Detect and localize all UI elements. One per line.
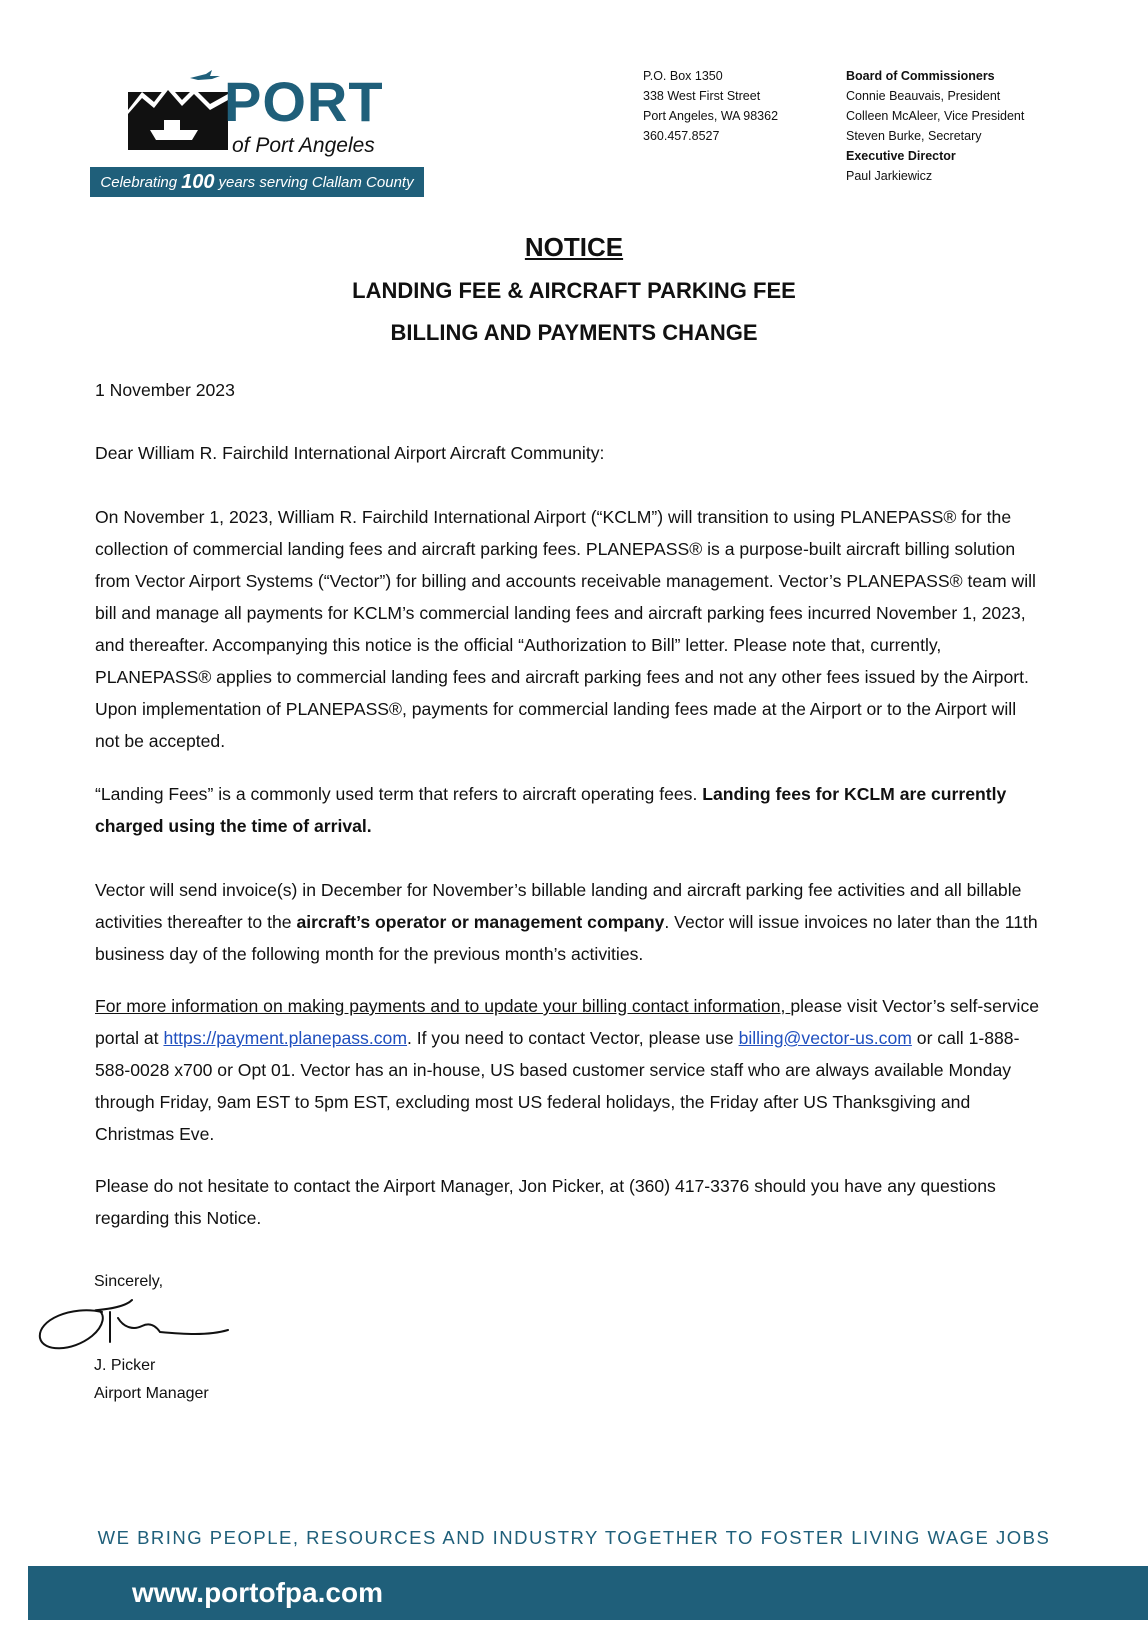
address-phone: 360.457.8527 — [643, 129, 720, 143]
signer-title: Airport Manager — [94, 1385, 209, 1402]
more-info-text-c: or call 1-888-588-0028 x700 or Opt 01. Vector has an in-house, US based customer service staff who are always available Monday through Friday, 9am EST to 5pm EST, excluding most US federal holidays, the Friday after US Thanksgiving and Christmas Eve. — [95, 1028, 1020, 1144]
mountain-ship-logo-icon — [128, 70, 228, 150]
signer-name: J. Picker — [94, 1357, 156, 1374]
executive-heading: Executive Director — [846, 149, 956, 163]
address-line: P.O. Box 1350 — [643, 69, 723, 83]
paragraph-transition: On November 1, 2023, William R. Fairchild International Airport (“KCLM”) will transition to using PLANEPASS® for the collection of commercial landing fees and aircraft parking fees. PLANEPASS® is a purpose-built aircraft billing solution from Vector Airport Systems (“Vector”) for billing and accounts receivable management. Vector’s PLANEPASS® team will bill and manage all payments for KCLM’s commercial landing fees and aircraft parking fees incurred November 1, 2023, and thereafter. Accompanying this notice is the official “Authorization to Bill” letter. Please note that, currently, PLANEPASS® applies to commercial landing fees and aircraft parking fees and not any other fees issued by the Airport. Upon implementation of PLANEPASS®, payments for commercial landing fees made at the Airport or to the Airport will not be accepted. — [95, 507, 1036, 751]
notice-subtitle-1: LANDING FEE & AIRCRAFT PARKING FEE — [352, 278, 796, 303]
logo-port-text: PORT — [224, 70, 384, 133]
paragraph-more-info — [95, 990, 1040, 1150]
invoices-text-b: . Vector will issue invoices no later than the 11th business day of the following month for the previous month’s activities. — [95, 912, 1038, 964]
handwritten-signature — [32, 1290, 242, 1360]
more-info-underlined: For more information on making payments and to update your billing contact information, — [95, 996, 791, 1016]
paragraph-landing-fees — [95, 778, 1040, 842]
footer-website[interactable]: www.portofpa.com — [132, 1577, 383, 1608]
address-line: Port Angeles, WA 98362 — [643, 109, 779, 123]
banner-num: 100 — [181, 170, 215, 193]
executive-name: Paul Jarkiewicz — [846, 169, 933, 183]
address-line: 338 West First Street — [643, 89, 761, 103]
landing-fees-text: “Landing Fees” is a commonly used term that refers to aircraft operating fees. — [95, 784, 703, 804]
board-member: Steven Burke, Secretary — [846, 129, 982, 143]
invoices-text-a: Vector will send invoice(s) in December for November’s billable landing and aircraft parking fee activities and all billable activities thereafter to the — [95, 880, 1022, 932]
footer-tagline: WE BRING PEOPLE, RESOURCES AND INDUSTRY TOGETHER TO FOSTER LIVING WAGE JOBS — [97, 1527, 1051, 1548]
logo-banner — [90, 167, 424, 197]
payment-portal-link[interactable]: https://payment.planepass.com — [163, 1028, 407, 1048]
banner-post: years serving Clallam County — [218, 173, 414, 191]
billing-email-link[interactable]: billing@vector-us.com — [738, 1028, 912, 1048]
logo-sub-text: of Port Angeles — [232, 134, 375, 157]
board-member: Connie Beauvais, President — [846, 89, 1001, 103]
closing: Sincerely, — [94, 1273, 164, 1290]
board-heading: Board of Commissioners — [846, 69, 995, 83]
mailing-address — [643, 66, 778, 146]
notice-subtitle-2: BILLING AND PAYMENTS CHANGE — [390, 320, 758, 345]
footer-bar — [28, 1566, 1148, 1620]
signature-block — [32, 1272, 292, 1412]
board-member: Colleen McAleer, Vice President — [846, 109, 1025, 123]
salutation: Dear William R. Fairchild International Airport Aircraft Community: — [95, 443, 605, 463]
paragraph-contact: Please do not hesitate to contact the Airport Manager, Jon Picker, at (360) 417-3376 should you have any questions regarding this Notice. — [95, 1176, 996, 1228]
board-of-commissioners — [846, 66, 1024, 186]
banner-pre: Celebrating — [100, 173, 178, 191]
port-logo — [90, 62, 424, 202]
more-info-text-b: . If you need to contact Vector, please use — [406, 1028, 739, 1048]
letter-date: 1 November 2023 — [95, 380, 235, 400]
more-info-text-a: please visit Vector’s self-service portal at — [95, 996, 1040, 1048]
landing-fees-bold: Landing fees for KCLM are currently charged using the time of arrival. — [95, 784, 1007, 836]
paragraph-invoices — [95, 874, 1040, 970]
invoices-bold: aircraft’s operator or management company — [296, 912, 665, 932]
notice-title: NOTICE — [524, 232, 624, 262]
